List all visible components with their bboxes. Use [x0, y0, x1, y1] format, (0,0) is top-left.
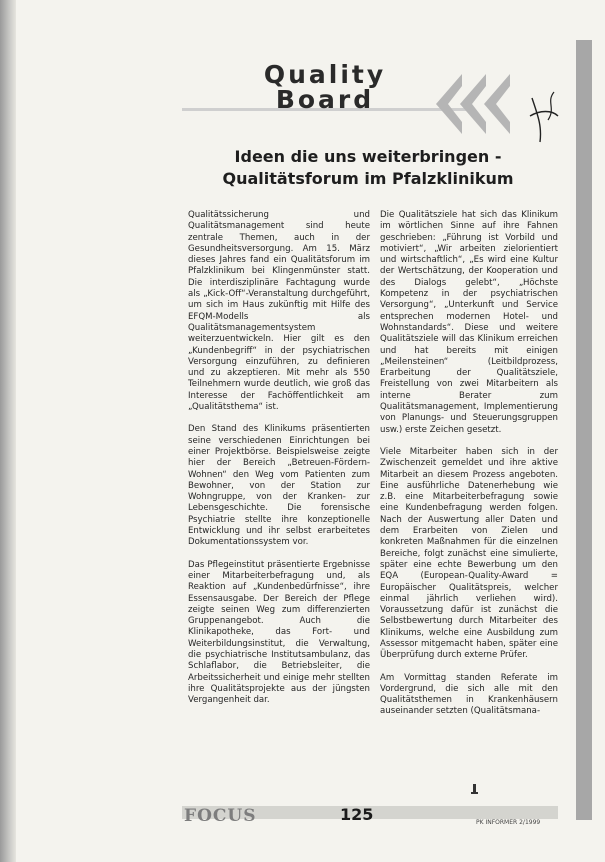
page-number: 125 — [340, 805, 374, 824]
pin-mark-icon — [470, 783, 480, 797]
right-edge-stripe — [576, 40, 592, 820]
section-title-line1: Quality — [263, 60, 387, 89]
paragraph: Viele Mitarbeiter haben sich in der Zwischenzeit gemeldet und ihre aktive Mitarbeit an diesem Prozess angeboten. Eine ausführliche Datenerhebung wie z.B. eine Mitarbeiterbefragung sowie eine Kundenbefragung werden folgen. Nach der Auswertung aller Daten und dem Erarbeiten von Zielen und konkreten Maßnahmen für die einzelnen Bereiche, folgt zunächst eine simulierte, später eine echte Bewerbung um den EQA (European-Quality-Award = Europäischer Qualitätspreis, welcher einmal jährlich verliehen wird). Voraussetzung dafür ist zunächst die Selbstbewertung durch Mitarbeiter des Klinikums, welche eine Ausbildung zum Assessor mitgemacht haben, später eine Überprüfung durch externe Prüfer. — [380, 446, 558, 661]
headline-line2: Qualitätsforum im Pfalzklinikum — [222, 169, 514, 188]
section-title — [255, 62, 395, 112]
left-edge-band — [0, 0, 16, 862]
headline-line1: Ideen die uns weiterbringen - — [234, 147, 502, 166]
paragraph: Das Pflegeinstitut präsentierte Ergebnisse einer Mitarbeiterbefragung und, als Reaktion auf „Kundenbedürfnisse“, ihre Essensausgabe. Der Bereich der Pflege zeigte seinen Weg zum differenzierten Gruppenangebot. Auch die Klinikapotheke, das Fort- und Weiterbildungsinstitut, die Verwaltung, die psychiatrische Institutsambulanz, das Schlaflabor, die Betriebsleiter, die Arbeitssicherheit und einige mehr stellten ihre Qualitätsprojekte aus der jüngsten Vergangenheit dar. — [188, 559, 370, 706]
article-headline — [178, 146, 558, 190]
issue-label: PK INFORMER 2/1999 — [476, 819, 541, 826]
magazine-logo: FOCUS — [184, 806, 257, 826]
paragraph: Den Stand des Klinikums präsentierten seine verschiedenen Einrichtungen bei einer Projektbörse. Beispielsweise zeigte hier der Bereich „Betreuen-Fördern-Wohnen“ den Weg vom Patienten zum Bewohner, von der Station zur Wohngruppe, von der Kranken- zur Lebensgeschichte. Die forensische Psychiatrie stellte ihre konzeptionelle Entwicklung und ihr selbst erarbeitetes Dokumentationssystem vor. — [188, 424, 370, 548]
paragraph: Qualitätssicherung und Qualitätsmanagement sind heute zentrale Themen, auch in der Gesundheitsversorgung. Am 15. März dieses Jahres fand ein Qualitätsforum im Pfalzklinikum bei Klingenmünster statt. Die interdisziplinäre Fachtagung wurde als „Kick-Off“-Veranstaltung durchgeführt, um sich im Haus zukünftig mit Hilfe des EFQM-Modells als Qualitätsmanagementsystem weiterzuentwickeln. Hier gilt es den „Kundenbegriff“ in der psychiatrischen Versorgung einzuführen, zu definieren und zu akzeptieren. Mit mehr als 550 Teilnehmern wurde deutlich, wie groß das Interesse der Fachöffentlichkeit am „Qualitätsthema“ ist. — [188, 210, 370, 413]
chevron-arrows-icon — [432, 72, 528, 136]
paragraph: Die Qualitätsziele hat sich das Klinikum im wörtlichen Sinne auf ihre Fahnen geschrieben: „Führung ist Vorbild und motiviert“, „Wir arbeiten zielorientiert und wirtschaftlich“, „Es wird eine Kultur der Wertschätzung, der Kooperation und des Dialogs gelebt“, „Höchste Kompetenz in der psychiatrischen Versorgung“, „Unterkunft und Service entsprechen modernen Hotel- und Wohnstandards“. Diese und weitere Qualitätsziele will das Klinikum erreichen und hat bereits mit einigen „Meilensteinen“ (Leitbildprozess, Erarbeitung der Qualitätsziele, Freistellung von zwei Mitarbeitern als interne Berater zum Qualitätsmanagement, Implementierung von Planungs- und Steuerungsgruppen usw.) erste Zeichen gesetzt. — [380, 210, 558, 435]
paragraph: Am Vormittag standen Referate im Vordergrund, die sich alle mit den Qualitätsthemen in Krankenhäusern auseinander setzten (Qualitätsmana- — [380, 672, 558, 717]
text-column-left — [188, 210, 370, 717]
text-column-right — [380, 210, 558, 729]
section-title-line2: Board — [275, 85, 375, 114]
handwritten-mark-icon — [528, 86, 562, 146]
